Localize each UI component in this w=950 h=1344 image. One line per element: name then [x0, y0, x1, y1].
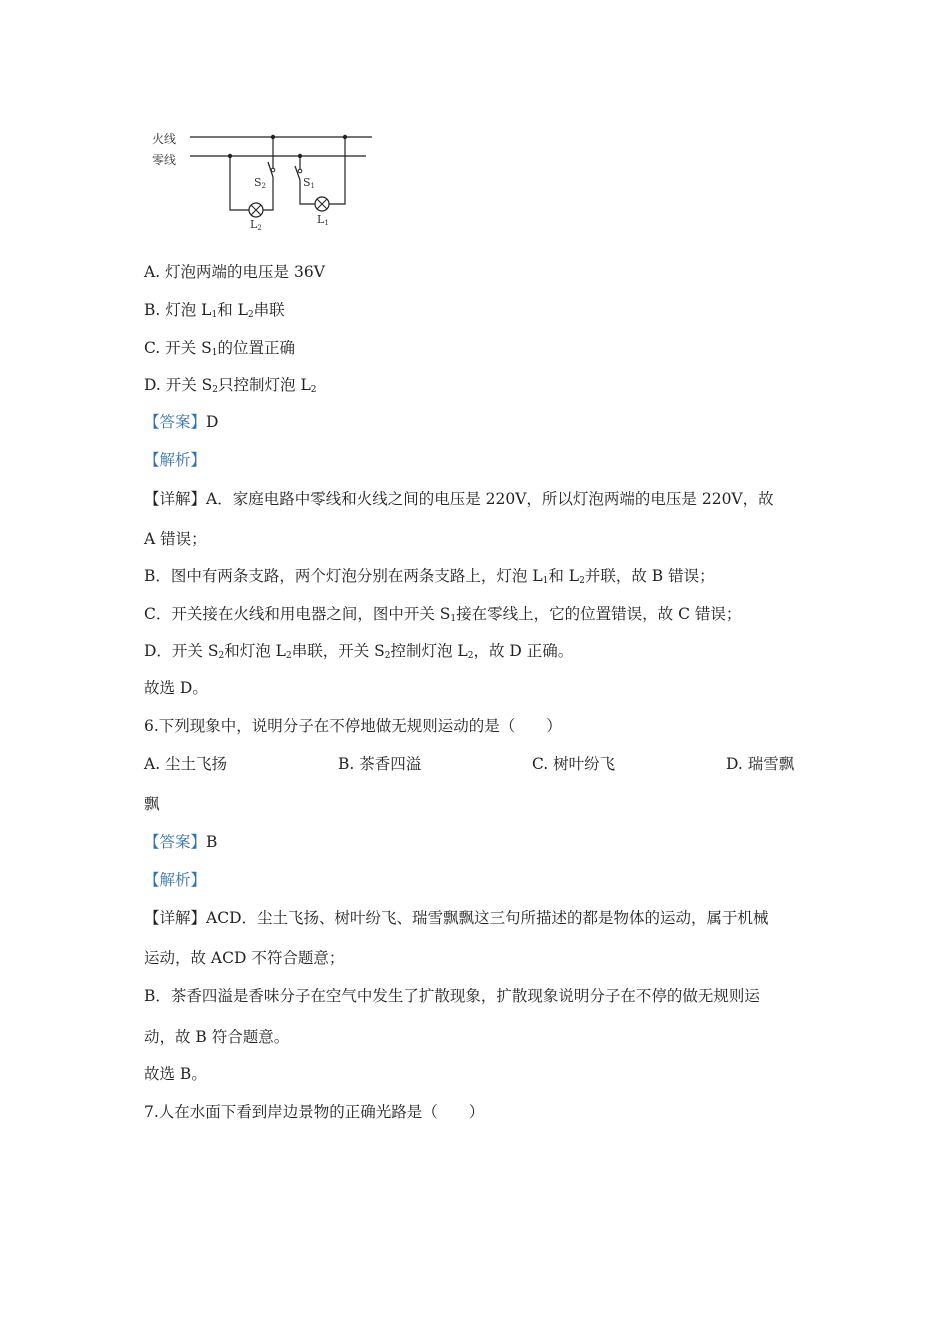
q6-analysis-tag: 【解析】	[144, 871, 207, 889]
q6-option-d: D. 瑞雪飘	[726, 755, 795, 773]
answer-tag: 【答案】	[144, 833, 207, 851]
q5-detail-line-5: D．开关 $S_2$和灯泡 $L_2$串联，开关 $S_2$控制灯泡 $L_2$，故 D 正确。	[144, 642, 574, 661]
neutral-wire-label: 零线	[152, 153, 177, 167]
q5-analysis-tag: 【解析】	[144, 451, 207, 469]
q5-option-d: D. 开关 $S_2$只控制灯泡 $L_2$	[144, 376, 317, 395]
switch-s1-contact	[298, 169, 302, 173]
lamp-l1-label: L1	[317, 213, 329, 227]
q5-option-b: B. 灯泡 $L_1$和 $L_2$串联	[144, 301, 285, 320]
q6-detail-line-4: 动，故 B 符合题意。	[144, 1028, 290, 1046]
answer-tag: 【答案】	[144, 413, 207, 431]
q6-conclusion: 故选 B。	[144, 1065, 207, 1083]
branch-l2-wire	[230, 156, 249, 210]
q6-detail-line-2: 运动，故 ACD 不符合题意；	[144, 949, 345, 967]
q6-option-a: A. 尘土飞扬	[144, 755, 228, 773]
q6-option-d-continued: 飘	[144, 795, 160, 813]
q6-stem: 6.下列现象中，说明分子在不停地做无规则运动的是（ ）	[144, 717, 562, 735]
q6-detail-line-1: 【详解】ACD．尘土飞扬、树叶纷飞、瑞雪飘飘这三句所描述的都是物体的运动，属于机械	[144, 909, 769, 927]
circuit-diagram	[140, 122, 380, 232]
lamp-l1	[315, 197, 329, 211]
q6-option-b: B. 茶香四溢	[338, 755, 422, 773]
q6-detail-line-3: B．茶香四溢是香味分子在空气中发生了扩散现象，扩散现象说明分子在不停的做无规则运	[144, 987, 760, 1005]
q6-option-c: C. 树叶纷飞	[532, 755, 616, 773]
q5-detail-line-1: 【详解】A．家庭电路中零线和火线之间的电压是 220V，所以灯泡两端的电压是 220V，故	[144, 490, 774, 508]
q5-detail-line-2: A 错误；	[144, 530, 207, 548]
live-wire-label: 火线	[152, 132, 177, 146]
q5-option-a: A. 灯泡两端的电压是 36V	[144, 263, 325, 281]
q5-option-c: C. 开关 $S_1$的位置正确	[144, 339, 295, 358]
q5-detail-line-3: B．图中有两条支路，两个灯泡分别在两条支路上，灯泡 $L_1$和 $L_2$并联，故 B 错误；	[144, 567, 715, 586]
switch-s2-contact	[271, 168, 275, 172]
q5-detail-line-4: C．开关接在火线和用电器之间，图中开关 $S_1$接在零线上，它的位置错误，故 C 错误；	[144, 605, 742, 624]
switch-s1-label: S1	[303, 176, 316, 190]
switch-s2-label: S2	[254, 176, 267, 190]
q7-stem: 7.人在水面下看到岸边景物的正确光路是（ ）	[144, 1103, 485, 1121]
lamp-l2-label: L2	[250, 218, 262, 232]
q6-answer: 【答案】B	[144, 833, 218, 851]
branch-l1-wire	[329, 137, 345, 204]
q5-conclusion: 故选 D。	[144, 679, 208, 697]
lamp-l2	[249, 203, 263, 217]
q5-answer: 【答案】D	[144, 413, 219, 431]
